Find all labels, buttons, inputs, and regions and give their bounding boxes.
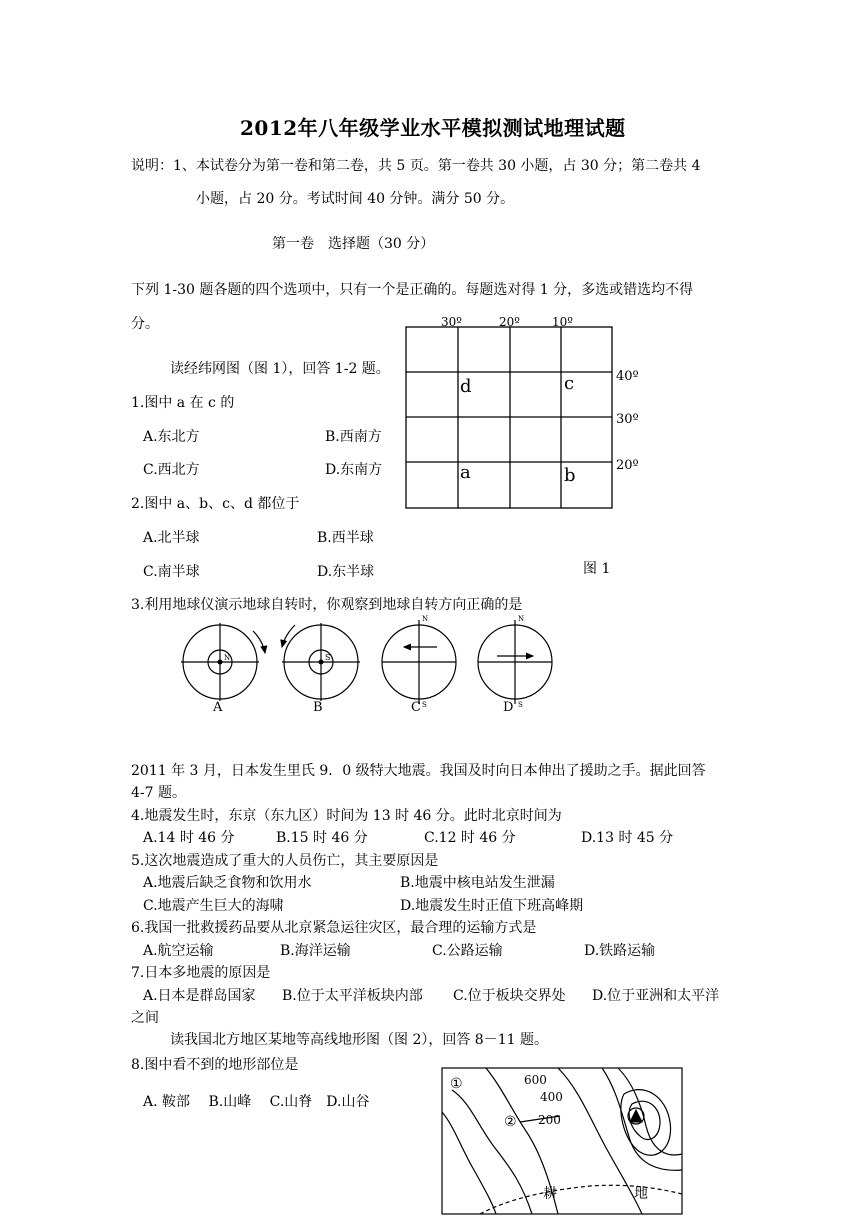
q7-option-d-continued: 之间 <box>131 1010 159 1026</box>
q5-option-d[interactable]: D.地震发生时正值下班高峰期 <box>400 898 584 914</box>
globe-d-pole-n: N <box>518 615 525 623</box>
q2-option-d[interactable]: D.东半球 <box>317 564 375 580</box>
lon-label-30: 30º <box>441 315 462 329</box>
passage-line-1: 2011 年 3 月，日本发生里氏 9．0 级特大地震。我国及时向日本伸出了援助之手。据此回答 <box>131 763 706 779</box>
contour-label-600: 600 <box>524 1073 547 1087</box>
directions-line-2: 分。 <box>131 316 159 332</box>
q7-option-c[interactable]: C.位于板块交界处 <box>453 988 566 1004</box>
q1-option-d[interactable]: D.东南方 <box>325 462 383 478</box>
q4-option-d[interactable]: D.13 时 45 分 <box>581 830 674 846</box>
q2-option-b[interactable]: B.西半球 <box>317 530 374 546</box>
q3-option-d[interactable]: D <box>503 700 514 715</box>
q5-option-c[interactable]: C.地震产生巨大的海啸 <box>143 898 284 914</box>
q7-stem: 7.日本多地震的原因是 <box>131 965 271 981</box>
q6-option-a[interactable]: A.航空运输 <box>143 943 214 959</box>
fig1-latlong-grid <box>400 312 660 512</box>
q6-option-b[interactable]: B.海洋运输 <box>280 943 351 959</box>
point-b: b <box>564 465 576 486</box>
lat-label-40: 40º <box>616 369 639 384</box>
fig2-contour-map <box>440 1066 686 1216</box>
q4-stem: 4.地震发生时，东京（东九区）时间为 13 时 46 分。此时北京时间为 <box>131 808 562 824</box>
q3-option-c[interactable]: C <box>411 700 421 715</box>
marker-2: ② <box>504 1114 517 1130</box>
q4-option-a[interactable]: A.14 时 46 分 <box>143 830 235 846</box>
globe-b-pole-s: S <box>325 653 331 662</box>
q2-option-c[interactable]: C.南半球 <box>143 564 200 580</box>
marker-1: ① <box>450 1076 463 1092</box>
fig2-intro: 读我国北方地区某地等高线地形图（图 2），回答 8－11 题。 <box>170 1032 548 1048</box>
contour-label-200: 200 <box>538 1113 561 1127</box>
lon-label-20: 20º <box>499 315 520 329</box>
passage-line-2: 4-7 题。 <box>131 785 186 801</box>
q4-option-c[interactable]: C.12 时 46 分 <box>424 830 516 846</box>
point-a: a <box>460 462 471 483</box>
q6-option-c[interactable]: C.公路运输 <box>432 943 503 959</box>
globe-c-pole-n: N <box>422 615 429 623</box>
q5-option-b[interactable]: B.地震中核电站发生泄漏 <box>400 875 555 891</box>
q6-stem: 6.我国一批救援药品要从北京紧急运往灾区，最合理的运输方式是 <box>131 920 537 936</box>
q7-option-a[interactable]: A.日本是群岛国家 <box>143 988 256 1004</box>
instructions-line-2: 小题，占 20 分。考试时间 40 分钟。满分 50 分。 <box>196 191 515 207</box>
q5-option-a[interactable]: A.地震后缺乏食物和饮用水 <box>143 875 312 891</box>
globe-a-pole-n: N <box>224 654 231 662</box>
q1-option-c[interactable]: C.西北方 <box>143 462 200 478</box>
q5-stem: 5.这次地震造成了重大的人员伤亡，其主要原因是 <box>131 853 439 869</box>
q8-options[interactable]: A. 鞍部 B.山峰 C.山脊 D.山谷 <box>143 1094 370 1110</box>
globe-c-pole-s: S <box>422 701 427 709</box>
q8-stem: 8.图中看不到的地形部位是 <box>131 1057 299 1073</box>
lat-label-30: 30º <box>616 412 639 427</box>
exam-title: 2012年八年级学业水平模拟测试地理试题 <box>240 116 626 140</box>
q3-option-a[interactable]: A <box>213 700 223 715</box>
farmland-label-2: 地 <box>634 1186 648 1202</box>
q1-option-b[interactable]: B.西南方 <box>325 429 382 445</box>
instructions-line-1: 说明：1、本试卷分为第一卷和第二卷，共 5 页。第一卷共 30 小题，占 30 分；第二卷共 4 <box>131 158 701 174</box>
q3-option-b[interactable]: B <box>313 700 323 715</box>
section-heading: 第一卷 选择题（30 分） <box>272 236 435 252</box>
q4-option-b[interactable]: B.15 时 46 分 <box>276 830 368 846</box>
fig1-intro: 读经纬网图（图 1），回答 1-2 题。 <box>170 361 390 377</box>
q2-option-a[interactable]: A.北半球 <box>143 530 200 546</box>
q3-stem: 3.利用地球仪演示地球自转时，你观察到地球自转方向正确的是 <box>131 597 523 613</box>
globe-d-pole-s: S <box>518 701 523 709</box>
q1-stem: 1.图中 a 在 c 的 <box>131 395 235 411</box>
point-d: d <box>460 376 472 397</box>
q6-option-d[interactable]: D.铁路运输 <box>584 943 656 959</box>
farmland-label-1: 耕 <box>543 1186 557 1202</box>
directions-line-1: 下列 1-30 题各题的四个选项中，只有一个是正确的。每题选对得 1 分，多选或错选均不得 <box>131 282 694 298</box>
q2-stem: 2.图中 a、b、c、d 都位于 <box>131 496 300 512</box>
point-c: c <box>564 373 575 394</box>
lon-label-10: 10º <box>552 315 573 329</box>
q7-option-d[interactable]: D.位于亚洲和太平洋 <box>592 988 720 1004</box>
fig1-caption: 图 1 <box>583 561 611 577</box>
q1-option-a[interactable]: A.东北方 <box>143 429 200 445</box>
q7-option-b[interactable]: B.位于太平洋板块内部 <box>282 988 423 1004</box>
lat-label-20: 20º <box>616 458 639 473</box>
contour-label-400: 400 <box>540 1090 563 1104</box>
